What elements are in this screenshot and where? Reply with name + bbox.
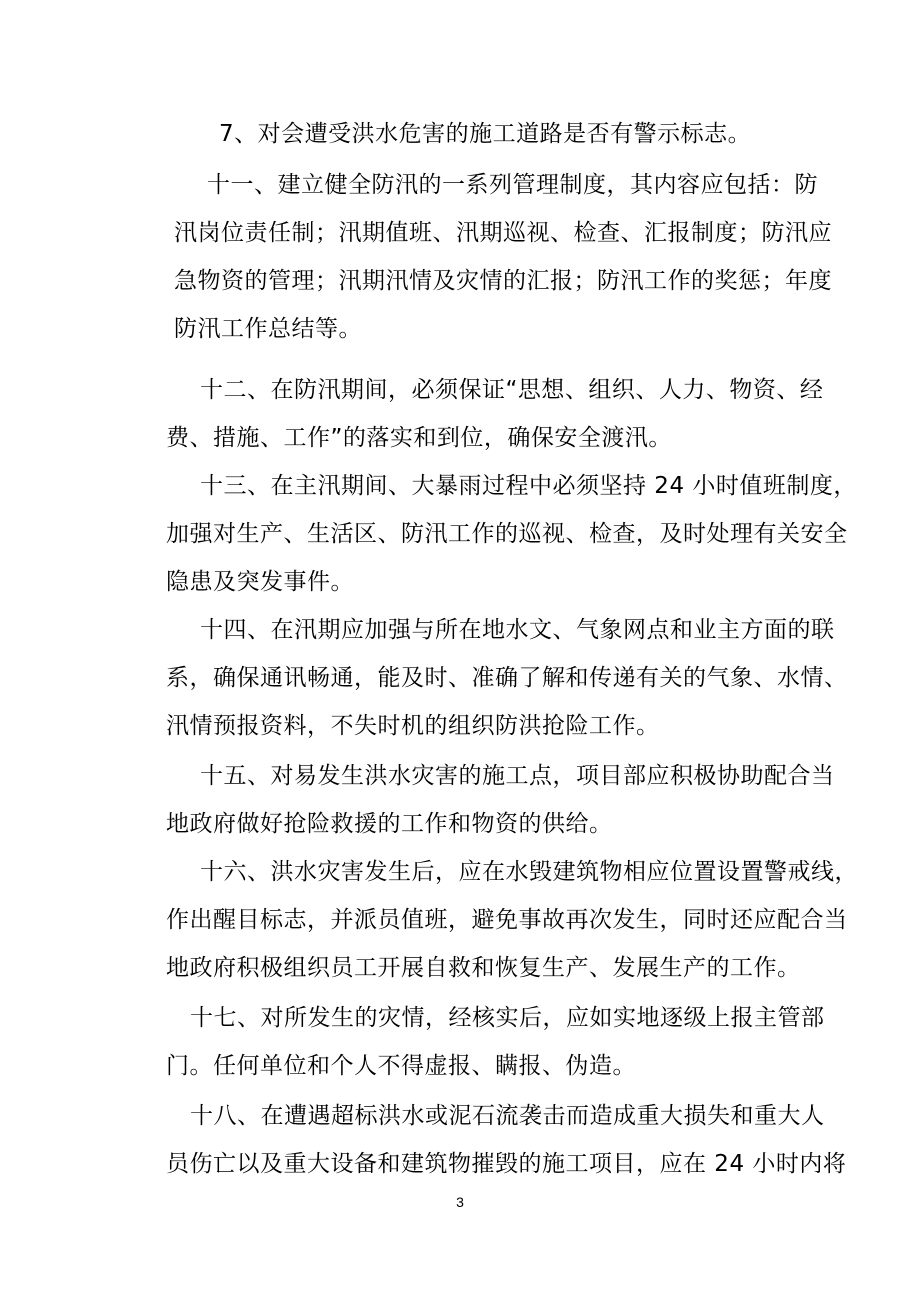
text-line: 防汛工作总结等。 [174,316,362,342]
text-line: 系，确保通讯畅通，能及时、准确了解和传递有关的气象、水情、 [166,665,848,691]
text-line: 汛情预报资料，不失时机的组织防洪抢险工作。 [166,713,660,739]
text-line: 十四、在汛期应加强与所在地水文、气象网点和业主方面的联 [200,617,835,643]
text-line: 十六、洪水灾害发生后，应在水毁建筑物相应位置设置警戒线， [200,859,858,885]
text-line: 7、对会遭受洪水危害的施工道路是否有警示标志。 [219,121,752,147]
page-number: 3 [456,1194,464,1210]
text-line: 十五、对易发生洪水灾害的施工点，项目部应积极协助配合当 [200,763,835,789]
text-line: 地政府积极组织员工开展自救和恢复生产、发展生产的工作。 [166,955,801,981]
text-line: 十二、在防汛期间，必须保证“思想、组织、人力、物资、经 [200,377,824,403]
text-line: 加强对生产、生活区、防汛工作的巡视、检查，及时处理有关安全 [166,521,848,547]
text-line: 十三、在主汛期间、大暴雨过程中必须坚持 24 小时值班制度， [200,473,857,499]
text-line: 隐患及突发事件。 [166,569,354,595]
text-line: 费、措施、工作”的落实和到位，确保安全渡汛。 [166,425,672,451]
text-line: 十七、对所发生的灾情，经核实后，应如实地逐级上报主管部 [190,1005,825,1031]
text-line: 员伤亡以及重大设备和建筑物摧毁的施工项目，应在 24 小时内将 [166,1151,847,1177]
text-line: 十一、建立健全防汛的一系列管理制度，其内容应包括：防 [207,172,818,198]
text-line: 作出醒目标志，并派员值班，避免事故再次发生，同时还应配合当 [166,907,848,933]
text-line: 汛岗位责任制；汛期值班、汛期巡视、检查、汇报制度；防汛应 [174,220,832,246]
text-line: 急物资的管理；汛期汛情及灾情的汇报；防汛工作的奖惩；年度 [174,268,832,294]
text-line: 地政府做好抢险救援的工作和物资的供给。 [166,811,613,837]
text-line: 门。任何单位和个人不得虚报、瞒报、伪造。 [166,1053,636,1079]
text-line: 十八、在遭遇超标洪水或泥石流袭击而造成重大损失和重大人 [190,1103,825,1129]
